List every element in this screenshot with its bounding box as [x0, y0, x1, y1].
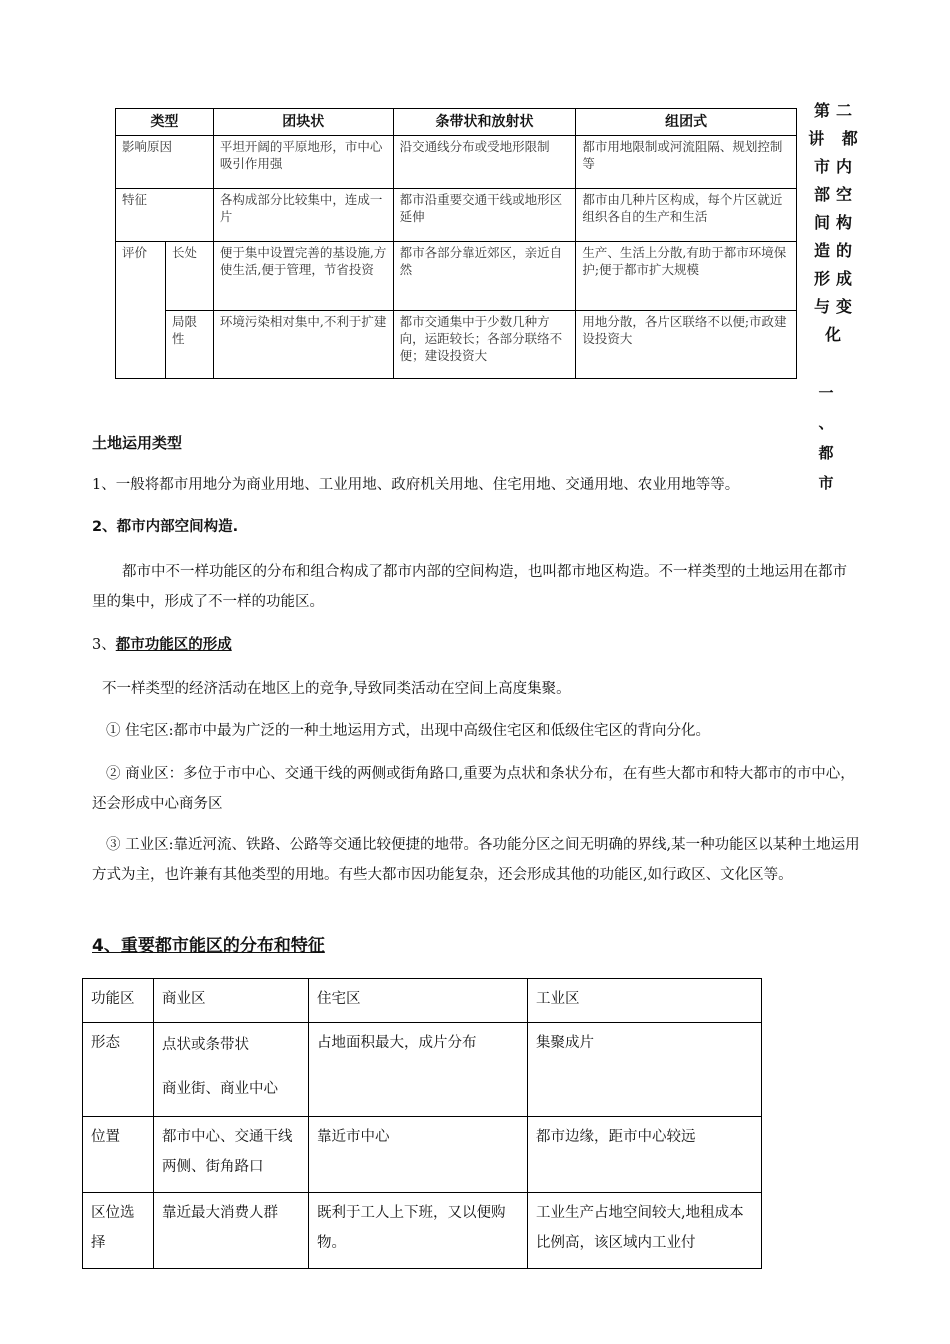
- table-cell: 靠近最大消费人群: [154, 1193, 309, 1269]
- table-cell: 生产、生活上分散,有助于都市环境保护;便于都市扩大规模: [576, 242, 797, 311]
- row-label: 特征: [116, 189, 214, 242]
- paragraph: ③ 工业区:靠近河流、铁路、公路等交通比较便捷的地带。各功能分区之间无明确的界线,某一种功能区以某种土地运用方式为主，也许兼有其他类型的用地。有些大都市因功能复杂，还会形成其他的功能区,如行政区、文化区等。: [92, 837, 860, 883]
- section-heading: 4、重要都市能区的分布和特征: [92, 936, 325, 956]
- table-row: [83, 1117, 762, 1193]
- table-cell: 各构成部分比较集中，连成一片: [213, 189, 393, 242]
- table-cell: 便于集中设置完善的基设施,方使生活,便于管理，节省投资: [213, 242, 393, 311]
- paragraph: ② 商业区：多位于市中心、交通干线的两侧或街角路口,重要为点状和条状分布，在有些大都市和特大都市的市中心，还会形成中心商务区: [92, 766, 855, 812]
- table-row: [116, 136, 797, 189]
- row-label: 影响原因: [116, 136, 214, 189]
- table-row: [116, 242, 797, 311]
- table-cell: 占地面积最大，成片分布: [309, 1023, 528, 1117]
- table-header-row: [116, 109, 797, 136]
- table-cell: 集聚成片: [528, 1023, 762, 1117]
- table-header-cell: 团块状: [213, 109, 393, 136]
- table-cell: 区位选择: [83, 1193, 154, 1269]
- row-label: 评价: [116, 242, 166, 379]
- table-header-cell: 条带状和放射状: [393, 109, 576, 136]
- table-row: [116, 189, 797, 242]
- table-cell: 都市交通集中于少数几种方向，运距较长；各部分联络不便；建设投资大: [393, 311, 576, 379]
- table-cell: 都市用地限制或河流阻隔、规划控制等: [576, 136, 797, 189]
- table-cell: 都市各部分靠近郊区，亲近自然: [393, 242, 576, 311]
- section-heading: 土地运用类型: [92, 434, 183, 452]
- table-cell: 都市由几种片区构成，每个片区就近组织各自的生产和生活: [576, 189, 797, 242]
- table-row: [83, 979, 762, 1023]
- table-cell: 工业区: [528, 979, 762, 1023]
- table-cell: 都市沿重要交通干线或地形区延伸: [393, 189, 576, 242]
- table-cell: 都市边缘，距市中心较远: [528, 1117, 762, 1193]
- table-row: [116, 311, 797, 379]
- row-sublabel: 局限性: [165, 311, 213, 379]
- city-structure-types-table: [115, 108, 797, 379]
- section-heading: [92, 630, 860, 660]
- table-cell: 功能区: [83, 979, 154, 1023]
- table-cell: 用地分散，各片区联络不以便;市政建设投资大: [576, 311, 797, 379]
- paragraph: 都市中不一样功能区的分布和组合构成了都市内部的空间构造，也叫都市地区构造。不一样类型的土地运用在都市里的集中，形成了不一样的功能区。: [92, 564, 847, 610]
- table-header-cell: 组团式: [576, 109, 797, 136]
- paragraph: 不一样类型的经济活动在地区上的竞争,导致同类活动在空间上高度集聚。: [102, 681, 571, 697]
- table-cell: 位置: [83, 1117, 154, 1193]
- table-cell: 既利于工人上下班，又以便购物。: [309, 1193, 528, 1269]
- table-row: [83, 1023, 762, 1117]
- section-heading: 2、都市内部空间构造.: [92, 519, 239, 535]
- table-cell: 住宅区: [309, 979, 528, 1023]
- table-cell: 都市中心、交通干线两侧、街角路口: [154, 1117, 309, 1193]
- table-row: [83, 1193, 762, 1269]
- table-cell: 点状或条带状 商业街、商业中心: [154, 1023, 309, 1117]
- lecture-title: 第二讲 都市内部空间构造的形成与变化: [808, 101, 864, 344]
- paragraph: 1、一般将都市用地分为商业用地、工业用地、政府机关用地、住宅用地、交通用地、农业用地等等。: [92, 477, 740, 493]
- table-cell: 工业生产占地空间较大,地租成本比例高，该区域内工业付: [528, 1193, 762, 1269]
- row-sublabel: 长处: [165, 242, 213, 311]
- table-cell: 环境污染相对集中,不利于扩建: [213, 311, 393, 379]
- heading-number: 3、: [92, 637, 116, 653]
- paragraph: ① 住宅区:都市中最为广泛的一种土地运用方式，出现中高级住宅区和低级住宅区的背向分化。: [106, 723, 710, 739]
- table-cell: 靠近市中心: [309, 1117, 528, 1193]
- table-cell: 平坦开阔的平原地形，市中心吸引作用强: [213, 136, 393, 189]
- heading-text: 都市功能区的形成: [115, 637, 232, 653]
- table-cell: 商业区: [154, 979, 309, 1023]
- table-header-cell: 类型: [116, 109, 214, 136]
- section-heading-fragment: 一 、都 市: [818, 384, 854, 492]
- function-zone-table: [82, 978, 762, 1269]
- table-cell: 形态: [83, 1023, 154, 1117]
- table-cell: 沿交通线分布或受地形限制: [393, 136, 576, 189]
